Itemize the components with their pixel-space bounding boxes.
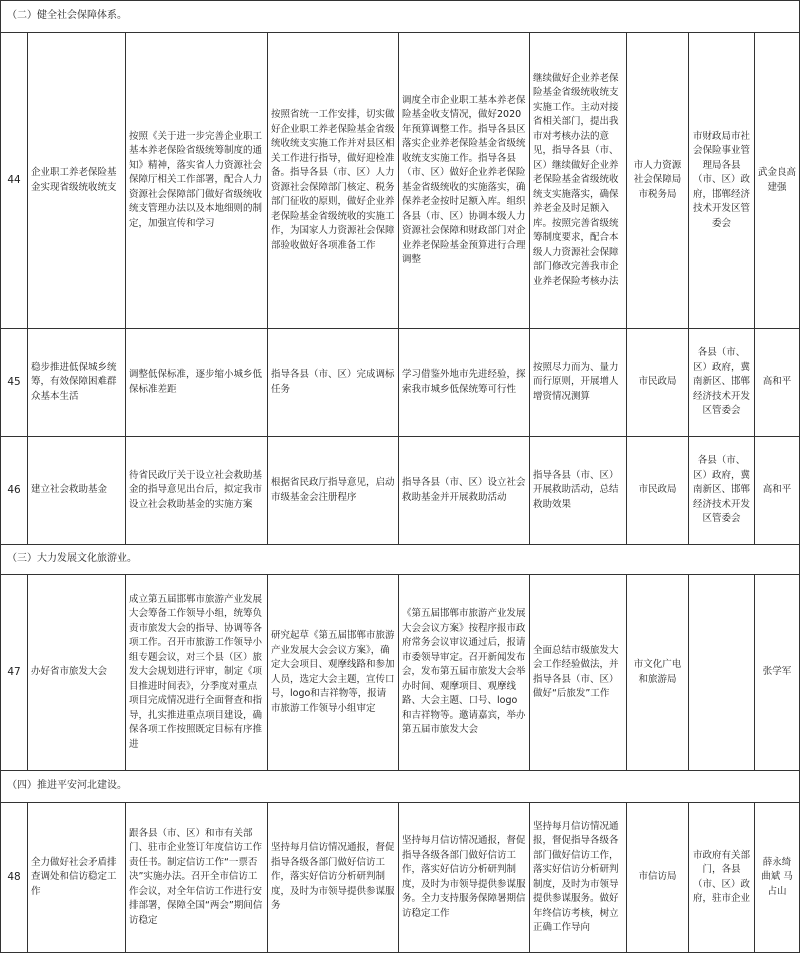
responsible-leader: 高和平 xyxy=(755,329,800,437)
q4-plan: 全面总结市级旅发大会工作经验做法，并指导各县（市、区）做好“后旅发”工作 xyxy=(530,575,627,771)
task-name: 办好省市旅发大会 xyxy=(28,575,126,771)
q1-plan: 待省民政厅关于设立社会救助基金的指导意见出台后，拟定我市设立社会救助基金的实施方案 xyxy=(126,437,268,545)
lead-unit: 市民政局 xyxy=(627,437,689,545)
row-number: 45 xyxy=(1,329,28,437)
q3-plan: 《第五届邯郸市旅游产业发展大会会议方案》按程序报市政府常务会议审议通过后，报请市委领导审定。召开新闻发布会，发布第五届市旅发大会举办时间、观摩项目、观摩线路、大会主题、口号、logo和吉祥物等。邀请嘉宾，举办第五届市旅发大会 xyxy=(399,575,530,771)
section-heading-row xyxy=(1,1,800,33)
q2-plan: 指导各县（市、区）完成调标任务 xyxy=(268,329,399,437)
cooperating-units: 市政府有关部门，各县（市、区）政府，驻市企业 xyxy=(689,803,755,953)
row-number: 44 xyxy=(1,33,28,329)
q4-plan: 按照尽力而为、量力而行原则，开展增人增资情况测算 xyxy=(530,329,627,437)
section-heading-row xyxy=(1,771,800,803)
q1-plan: 调整低保标准，逐步缩小城乡低保标准差距 xyxy=(126,329,268,437)
responsible-leader: 高和平 xyxy=(755,437,800,545)
lead-unit: 市人力资源社会保障局市税务局 xyxy=(627,33,689,329)
q3-plan: 调度全市企业职工基本养老保险基金收支情况，做好2020年预算调整工作。指导各县区落实企业养老保险基金省级统收统支实施工作。指导各县（市、区）做好企业养老保险基金省级统收的实施落实，确保养老金按时足额入库。组织各县（市、区）协调本级人力资源社会保障和财政部门对企业养老保险基金预算进行合理调整 xyxy=(399,33,530,329)
q4-plan: 指导各县（市、区）开展救助活动，总结救助效果 xyxy=(530,437,627,545)
task-name: 稳步推进低保城乡统筹，有效保障困难群众基本生活 xyxy=(28,329,126,437)
row-number: 46 xyxy=(1,437,28,545)
cooperating-units xyxy=(689,575,755,771)
q1-plan: 按照《关于进一步完善企业职工基本养老保险省级统筹制度的通知》精神，落实省人力资源社会保障厅相关工作部署，配合人力资源社会保障部门做好省级统收统支管理办法以及本地细则的制定，加强宣传和学习 xyxy=(126,33,268,329)
lead-unit: 市信访局 xyxy=(627,803,689,953)
section-heading: （二）健全社会保障体系。 xyxy=(1,1,800,33)
row-number: 48 xyxy=(1,803,28,953)
lead-unit: 市文化广电和旅游局 xyxy=(627,575,689,771)
task-name: 全力做好社会矛盾排查调处和信访稳定工作 xyxy=(28,803,126,953)
q2-plan: 研究起草《第五届邯郸市旅游产业发展大会会议方案》，确定大会项目、观摩线路和参加人员，选定大会主题，宣传口号，logo和吉祥物等，报请市旅游工作领导小组审定 xyxy=(268,575,399,771)
q4-plan: 坚持每月信访情况通报，督促指导各级各部门做好信访工作，落实好信访分析研判制度，及时为市领导提供参谋服务。做好年终信访考核，树立正确工作导向 xyxy=(530,803,627,953)
q2-plan: 根据省民政厅指导意见，启动市级基金会注册程序 xyxy=(268,437,399,545)
section-heading: （三）大力发展文化旅游业。 xyxy=(1,545,800,575)
section-heading: （四）推进平安河北建设。 xyxy=(1,771,800,803)
responsible-leader: 张学军 xyxy=(755,575,800,771)
cooperating-units: 市财政局市社会保险事业管理局各县（市、区）政府，邯郸经济技术开发区管委会 xyxy=(689,33,755,329)
task-name: 企业职工养老保险基金实现省级统收统支 xyxy=(28,33,126,329)
q3-plan: 指导各县（市、区）设立社会救助基金并开展救助活动 xyxy=(399,437,530,545)
table-row xyxy=(1,329,800,437)
q2-plan: 按照省统一工作安排，切实做好企业职工养老保险基金省级统收统支实施工作并对县区相关工作进行指导，做好迎检准备。指导各县（市、区）人力资源社会保障部门核定、税务部门征收的原则，做好企业养老保险基金省级统收的实施工作，为国家人力资源社会保障部验收做好各项准备工作 xyxy=(268,33,399,329)
q1-plan: 跟各县（市、区）和市有关部门、驻市企业签订年度信访工作责任书。制定信访工作“一票否决”实施办法。召开全市信访工作会议，对全年信访工作进行安排部署，保障全国“两会”期间信访稳定 xyxy=(126,803,268,953)
responsible-leader: 薛永绮 曲斌 马占山 xyxy=(755,803,800,953)
table-row xyxy=(1,575,800,771)
task-name: 建立社会救助基金 xyxy=(28,437,126,545)
q4-plan: 继续做好企业养老保险基金省级统收统支实施工作。主动对接省相关部门，提出我市对考核办法的意见，指导各县（市、区）继续做好企业养老保险基金省级统收统支实施落实，确保养老金及时足额入库。按照完善省级统筹制度要求，配合本级人力资源社会保障部门修改完善我市企业养老保险考核办法 xyxy=(530,33,627,329)
lead-unit: 市民政局 xyxy=(627,329,689,437)
responsible-leader: 武金良高建强 xyxy=(755,33,800,329)
section-heading-row xyxy=(1,545,800,575)
q3-plan: 坚持每月信访情况通报，督促指导各级各部门做好信访工作，落实好信访分析研判制度，及时为市领导提供参谋服务。全力支持服务保障暑期信访稳定工作 xyxy=(399,803,530,953)
cooperating-units: 各县（市、区）政府，冀南新区、邯郸经济技术开发区管委会 xyxy=(689,329,755,437)
row-number: 47 xyxy=(1,575,28,771)
table-row xyxy=(1,33,800,329)
cooperating-units: 各县（市、区）政府，冀南新区、邯郸经济技术开发区管委会 xyxy=(689,437,755,545)
q3-plan: 学习借鉴外地市先进经验，探索我市城乡低保统筹可行性 xyxy=(399,329,530,437)
table-row xyxy=(1,803,800,953)
q2-plan: 坚持每月信访情况通报，督促指导各级各部门做好信访工作，落实好信访分析研判制度，及时为市领导提供参谋服务 xyxy=(268,803,399,953)
table-row xyxy=(1,437,800,545)
q1-plan: 成立第五届邯郸市旅游产业发展大会筹备工作领导小组，统筹负责市旅发大会的指导、协调等各项工作。召开市旅游工作领导小组专题会议，对三个县（区）旅发大会规划进行评审，制定《项目推进时间表》，分季度对重点项目完成情况进行全面督查和指导，扎实推进重点项目建设，确保各项工作按照既定目标有序推进 xyxy=(126,575,268,771)
